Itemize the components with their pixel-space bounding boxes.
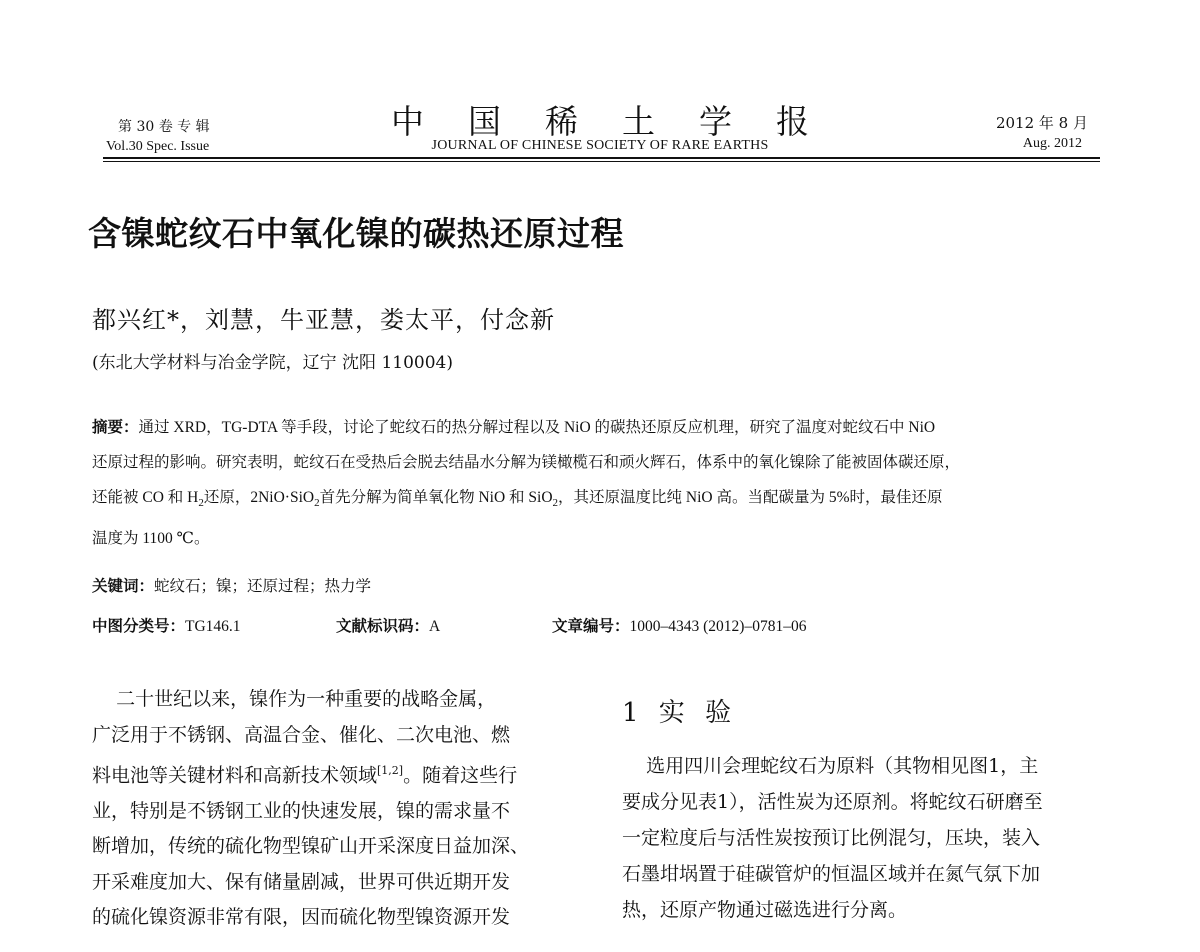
abstract-label: 摘要： (92, 418, 139, 436)
keywords (92, 574, 371, 596)
section-heading: 1 实 验 (622, 698, 738, 728)
document-code: 文献标识码：A (336, 617, 441, 635)
abstract-line: 摘要：通过 XRD，TG-DTA 等手段，讨论了蛇纹石的热分解过程以及 NiO 的碳热还原反应机理，研究了温度对蛇纹石中 NiO (92, 418, 936, 436)
affiliation: (东北大学材料与冶金学院，辽宁 沈阳 110004) (92, 353, 453, 373)
journal-title-en: JOURNAL OF CHINESE SOCIETY OF RARE EARTHS (431, 138, 769, 153)
issue-date-en: Aug. 2012 (1022, 136, 1082, 151)
volume-label-cn: 第 30 卷 专 辑 (118, 119, 210, 135)
keywords-label: 关键词： (92, 577, 155, 595)
abstract-line: 还能被 CO 和 $H_2$还原，2NiO·SiO$_2$首先分解为简单氧化物 NiO 和 SiO$_2$，其还原温度比纯 NiO 高。当配碳量为 5%时，最佳还原 (92, 489, 943, 510)
body-line: 料电池等关键材料和高新技术领域[1,2]。随着这些行 (92, 764, 518, 787)
volume-label-en: Vol.30 Spec. Issue (106, 139, 210, 154)
paper-title: 含镍蛇纹石中氧化镍的碳热还原过程 (88, 214, 624, 253)
keywords-text: 蛇纹石；镍；还原过程；热力学 (154, 577, 372, 595)
body-line: 选用四川会理蛇纹石为原料（其物相见图1，主 (622, 755, 1039, 777)
body-line: 业，特别是不锈钢工业的快速发展，镍的需求量不 (92, 799, 511, 822)
author-list: 都兴红*，刘慧，牛亚慧，娄太平，付念新 (92, 306, 555, 334)
body-line: 开采难度加大、保有储量剧减，世界可供近期开发 (92, 870, 511, 893)
body-left-column (92, 682, 570, 936)
clc-code: 中图分类号：TG146.1 (92, 617, 241, 635)
journal-title-cn: 中国稀土学报 (391, 102, 853, 141)
abstract (92, 410, 1104, 556)
body-line: 广泛用于不锈钢、高温合金、催化、二次电池、燃 (92, 723, 511, 746)
body-line: 热，还原产物通过磁选进行分离。 (622, 899, 908, 921)
body-right-column (622, 748, 1106, 928)
body-line: 要成分见表1），活性炭为还原剂。将蛇纹石研磨至 (622, 791, 1043, 813)
body-line: 石墨坩埚置于硅碳管炉的恒温区域并在氮气氛下加 (622, 863, 1041, 885)
citation-ref[interactable]: [1,2] (377, 764, 404, 777)
issue-date-cn: 2012 年 8 月 (995, 114, 1088, 132)
abstract-line: 温度为 1100 ℃。 (92, 530, 210, 548)
body-line: 的硫化镍资源非常有限，因而硫化物型镍资源开发 (92, 906, 511, 929)
header-rule (103, 157, 1100, 162)
body-line: 断增加，传统的硫化物型镍矿山开采深度日益加深、 (92, 835, 530, 858)
body-line: 二十世纪以来，镍作为一种重要的战略金属， (92, 688, 497, 710)
abstract-line: 还原过程的影响。研究表明，蛇纹石在受热后会脱去结晶水分解为镁橄榄石和顽火辉石，体系中的氧化镍除了能被固体碳还原， (92, 454, 961, 471)
body-line: 一定粒度后与活性炭按预订比例混匀，压块，装入 (622, 827, 1041, 849)
article-number: 文章编号：1000–4343 (2012)–0781–06 (552, 617, 807, 635)
